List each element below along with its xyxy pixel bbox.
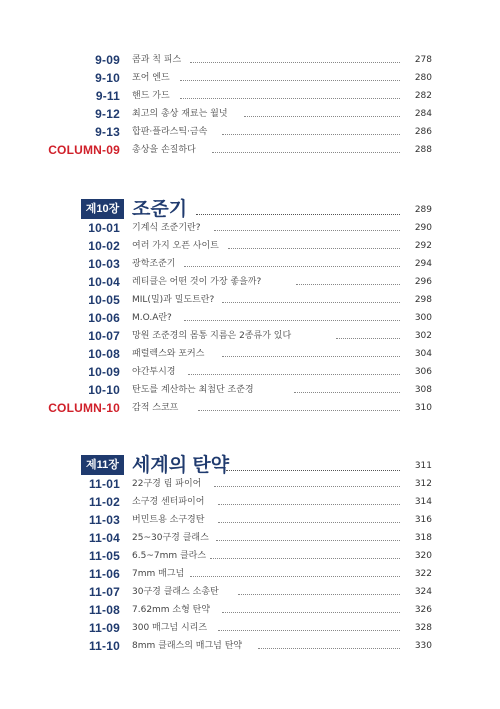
chapter-badge: 제10장 xyxy=(81,199,124,219)
toc-entry-column[interactable] xyxy=(0,399,500,417)
entry-number: 11-03 xyxy=(88,513,120,527)
dot-leader xyxy=(222,612,400,613)
entry-title: 최고의 총상 재료는 월넛 xyxy=(132,109,228,119)
dot-leader xyxy=(184,266,400,267)
dot-leader xyxy=(222,134,400,135)
entry-number: 11-06 xyxy=(88,567,120,581)
toc-entry[interactable] xyxy=(0,51,500,69)
dot-leader xyxy=(212,152,400,153)
entry-page: 286 xyxy=(414,127,432,137)
dot-leader xyxy=(294,392,400,393)
dot-leader xyxy=(228,248,400,249)
entry-number: 10-10 xyxy=(88,383,120,397)
dot-leader xyxy=(336,338,400,339)
chapter-page: 311 xyxy=(414,461,432,471)
entry-title: 25~30구경 클래스 xyxy=(132,533,209,543)
entry-title: 300 매그넘 시리즈 xyxy=(132,623,208,633)
dot-leader xyxy=(296,284,400,285)
entry-number: 10-09 xyxy=(88,365,120,379)
entry-page: 308 xyxy=(414,385,432,395)
entry-page: 310 xyxy=(414,403,432,413)
dot-leader xyxy=(216,540,400,541)
entry-page: 312 xyxy=(414,479,432,489)
toc-entry[interactable] xyxy=(0,291,500,309)
entry-title: 기계식 조준기란? xyxy=(132,223,201,233)
dot-leader xyxy=(214,486,400,487)
entry-page: 314 xyxy=(414,497,432,507)
entry-title: 탄도를 계산하는 최첨단 조준경 xyxy=(132,385,254,395)
toc-entry[interactable] xyxy=(0,105,500,123)
entry-title: 8mm 클래스의 매그넘 탄약 xyxy=(132,641,243,651)
entry-page: 296 xyxy=(414,277,432,287)
entry-number: 10-02 xyxy=(88,239,120,253)
entry-page: 318 xyxy=(414,533,432,543)
dot-leader xyxy=(222,302,400,303)
toc-entry[interactable] xyxy=(0,309,500,327)
toc-entry[interactable] xyxy=(0,601,500,619)
entry-page: 278 xyxy=(414,55,432,65)
entry-title: 핸드 가드 xyxy=(132,91,170,101)
dot-leader xyxy=(226,470,400,471)
entry-title: 여러 가지 오픈 사이트 xyxy=(132,241,219,251)
toc-entry[interactable] xyxy=(0,237,500,255)
entry-title: 야간투시경 xyxy=(132,367,176,377)
dot-leader xyxy=(222,356,400,357)
entry-page: 322 xyxy=(414,569,432,579)
entry-number: 10-01 xyxy=(88,221,120,235)
entry-number: 9-11 xyxy=(95,89,120,103)
dot-leader xyxy=(180,98,400,99)
column-number: COLUMN-10 xyxy=(48,401,120,415)
entry-page: 316 xyxy=(414,515,432,525)
toc-entry[interactable] xyxy=(0,123,500,141)
entry-title: 소구경 센터파이어 xyxy=(132,497,205,507)
toc-entry[interactable] xyxy=(0,475,500,493)
toc-entry[interactable] xyxy=(0,363,500,381)
entry-title: 콤과 칙 피스 xyxy=(132,55,182,65)
toc-entry[interactable] xyxy=(0,219,500,237)
entry-number: 10-05 xyxy=(88,293,120,307)
toc-entry[interactable] xyxy=(0,637,500,655)
entry-number: 10-08 xyxy=(88,347,120,361)
chapter-title: 세계의 탄약 xyxy=(132,455,230,476)
toc-entry[interactable] xyxy=(0,327,500,345)
entry-number: 9-12 xyxy=(95,107,120,121)
toc-entry[interactable] xyxy=(0,547,500,565)
entry-page: 282 xyxy=(414,91,432,101)
entry-page: 298 xyxy=(414,295,432,305)
dot-leader xyxy=(188,374,400,375)
entry-page: 306 xyxy=(414,367,432,377)
entry-title: 총상을 손질하다 xyxy=(132,145,196,155)
entry-number: 10-06 xyxy=(88,311,120,325)
toc-entry[interactable] xyxy=(0,345,500,363)
entry-number: 11-08 xyxy=(88,603,120,617)
entry-title: 망원 조준경의 몸통 지름은 2종류가 있다 xyxy=(132,331,292,341)
entry-number: 11-10 xyxy=(88,639,120,653)
dot-leader xyxy=(210,558,400,559)
entry-title: 30구경 클래스 소총탄 xyxy=(132,587,219,597)
entry-page: 290 xyxy=(414,223,432,233)
entry-number: 10-04 xyxy=(88,275,120,289)
entry-page: 330 xyxy=(414,641,432,651)
entry-page: 328 xyxy=(414,623,432,633)
dot-leader xyxy=(218,630,400,631)
entry-page: 324 xyxy=(414,587,432,597)
entry-title: 레티클은 어떤 것이 가장 좋을까? xyxy=(132,277,262,287)
entry-number: 10-03 xyxy=(88,257,120,271)
entry-title: 감적 스코프 xyxy=(132,403,179,413)
toc-entry[interactable] xyxy=(0,69,500,87)
entry-title: 합판·플라스틱·금속 xyxy=(132,127,208,137)
chapter-badge: 제11장 xyxy=(81,455,124,475)
dot-leader xyxy=(180,80,400,81)
entry-page: 294 xyxy=(414,259,432,269)
dot-leader xyxy=(196,214,400,215)
entry-title: 버민트용 소구경탄 xyxy=(132,515,205,525)
entry-number: 9-13 xyxy=(95,125,120,139)
toc-entry[interactable] xyxy=(0,255,500,273)
entry-title: 6.5~7mm 클라스 xyxy=(132,551,207,561)
entry-page: 326 xyxy=(414,605,432,615)
toc-entry[interactable] xyxy=(0,493,500,511)
entry-number: 9-10 xyxy=(95,71,120,85)
entry-page: 288 xyxy=(414,145,432,155)
entry-number: 11-05 xyxy=(88,549,120,563)
entry-number: 9-09 xyxy=(95,53,120,67)
entry-number: 11-04 xyxy=(88,531,120,545)
entry-title: 7mm 매그넘 xyxy=(132,569,185,579)
entry-title: 22구경 림 파이어 xyxy=(132,479,202,489)
toc-entry-column[interactable] xyxy=(0,141,500,159)
dot-leader xyxy=(258,648,400,649)
toc-entry[interactable] xyxy=(0,619,500,637)
entry-page: 284 xyxy=(414,109,432,119)
toc-entry[interactable] xyxy=(0,87,500,105)
column-number: COLUMN-09 xyxy=(48,143,120,157)
entry-page: 300 xyxy=(414,313,432,323)
dot-leader xyxy=(190,62,400,63)
entry-number: 11-02 xyxy=(88,495,120,509)
entry-page: 280 xyxy=(414,73,432,83)
dot-leader xyxy=(218,522,400,523)
entry-title: 패럴렉스와 포커스 xyxy=(132,349,205,359)
toc-entry[interactable] xyxy=(0,511,500,529)
entry-number: 11-09 xyxy=(88,621,120,635)
dot-leader xyxy=(198,410,400,411)
entry-title: M.O.A란? xyxy=(132,313,172,323)
dot-leader xyxy=(244,116,400,117)
chapter-title: 조준기 xyxy=(132,199,188,220)
dot-leader xyxy=(190,576,400,577)
entry-title: MIL(밀)과 밀도트란? xyxy=(132,295,215,305)
entry-page: 304 xyxy=(414,349,432,359)
entry-page: 320 xyxy=(414,551,432,561)
entry-number: 10-07 xyxy=(88,329,120,343)
toc-entry[interactable] xyxy=(0,529,500,547)
entry-page: 302 xyxy=(414,331,432,341)
toc-entry[interactable] xyxy=(0,273,500,291)
entry-number: 11-01 xyxy=(88,477,120,491)
entry-title: 광학조준기 xyxy=(132,259,176,269)
dot-leader xyxy=(214,230,400,231)
toc-entry[interactable] xyxy=(0,565,500,583)
entry-title: 7.62mm 소형 탄약 xyxy=(132,605,211,615)
dot-leader xyxy=(218,504,400,505)
toc-entry[interactable] xyxy=(0,381,500,399)
toc-entry[interactable] xyxy=(0,583,500,601)
entry-title: 포어 엔드 xyxy=(132,73,170,83)
dot-leader xyxy=(184,320,400,321)
entry-number: 11-07 xyxy=(88,585,120,599)
chapter-page: 289 xyxy=(414,205,432,215)
entry-page: 292 xyxy=(414,241,432,251)
dot-leader xyxy=(238,594,400,595)
